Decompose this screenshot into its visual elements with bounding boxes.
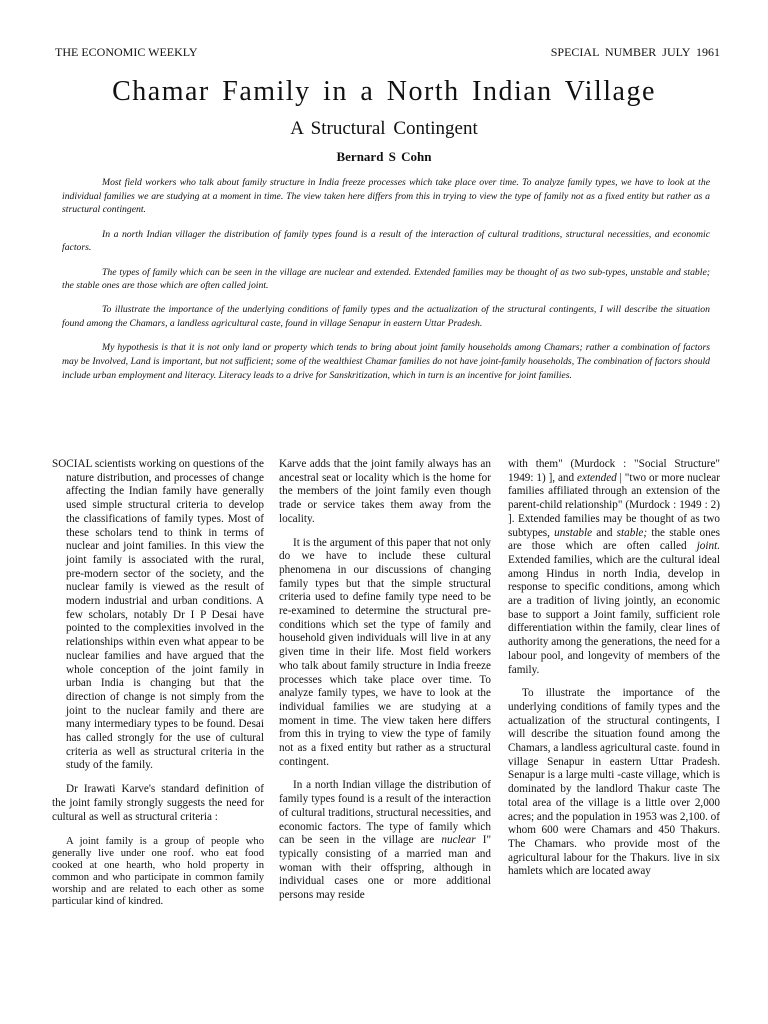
body-column-2: [279, 458, 491, 913]
italic-term: nuclear: [441, 834, 476, 847]
article-author: Bernard S Cohn: [336, 149, 432, 164]
body-column-1: [52, 458, 264, 918]
italic-term: extended: [577, 471, 617, 484]
text-run: I" typically consisting of a married man and woman with their offspring, although in individual cases one or more additional persons may reside: [279, 834, 492, 902]
body-paragraph: SOCIAL scientists working on questions of the nature distribution, and processes of change affecting the Indian family have generally used simple structural criteria to develop the classifications of family types. Most of these scholars tend to think in terms of nuclear and joint families. In this view the joint family is associated with the rural, pre-modern sector of the society, and the nuclear family is viewed as the result of modern industrial and urban conditions. A few scholars, notably Dr I P Desai have pointed to the complexities involved in the relationships within even what appear to be nuclear families and have argued that the whole conception of the joint family in urban India is changing but that the direction of change is not simply from the joint to the nuclear family and there are many intermediary types to be found. Desai has called strongly for the use of cultural criteria as well as structural criteria in the study of the family.: [52, 458, 264, 772]
body-paragraph: It is the argument of this paper that not only do we have to include these cultural phenomena in our discussions of changing family types but that the simple structural criteria used to define family type need to be re-examined to determine the structural pre-conditions which set the type of family and household given individuals will live in at any given time in their life. Most field workers who talk about family structure in India freeze processes which take place over time. To analyze family types, we have to look at the individual families we are studying at a moment in time. The view taken here differs from this in trying to view the type of family not as a fixed entity but rather as a structural contingent.: [279, 536, 491, 768]
abstract-paragraph: My hypothesis is that it is not only land or property which tends to bring about joint family households among Chamars; rather a combination of factors may be Involved, Land is important, but not sufficient; some of the wealthiest Chamar families do not have joint-family households, The combination of factors should include urban employment and literacy. Literacy leads to a drive for Sanskritization, which in turn is an incentive for joint families.: [62, 342, 710, 381]
issue-label: SPECIAL NUMBER JULY 1961: [550, 45, 720, 59]
text-run: In a north Indian village the distribution of family types found is a result of the interaction of cultural traditions, structural necessities, and economic factors. The type of family which can be seen in the village are: [279, 779, 491, 847]
journal-name: THE ECONOMIC WEEKLY: [55, 45, 198, 59]
article-title: Chamar Family in a North Indian Village: [112, 76, 656, 107]
text-run: Extended families, which are the cultural ideal among Hindus in north India, develop in response to specific conditions, among which are a tradition of living jointly, an economic base to support a Joint family, sufficient role differentiation within the family, clear lines of authority among the generations, the need for a labour pool, and longevity of members of the family.: [508, 553, 720, 676]
body-paragraph: [279, 779, 491, 902]
italic-term: joint.: [696, 540, 720, 553]
abstract-paragraph: Most field workers who talk about family structure in India freeze processes which take place over time. To analyze family types, we have to look at the individual families we are studying at a moment in time. The view taken here differs from this in trying to view the type of family not as a fixed entity but rather as a structural contingent.: [62, 177, 710, 216]
italic-term: stable;: [616, 526, 648, 539]
abstract-paragraph: The types of family which can be seen in the village are nuclear and extended. Extended families may be thought of as two sub-types, unstable and stable; the stable ones are those which are often called joint.: [62, 266, 710, 292]
text-run: the stable ones are those which are often called: [508, 526, 721, 553]
italic-term: unstable: [554, 526, 593, 539]
body-paragraph: To illustrate the importance of the underlying conditions of family types and the actualization of the structural contingents, I will describe the situation found among the Chamars, a landless agricultural caste. found in village Senapur in eastern Uttar Pradesh. Senapur is a large multi -caste village, which is dominated by the landlord Thakur caste The total area of the village is a little over 2,000 acres; and the population in 1953 was 2,100. of whom 600 were Chamars and 450 Thakurs. The Chamars. who provide most of the agricultural labour for the Thakurs. live in six hamlets which are located away: [508, 687, 720, 878]
article-subtitle: A Structural Contingent: [290, 118, 478, 139]
body-column-3: [508, 458, 720, 889]
text-run: and: [592, 526, 617, 539]
abstract-paragraph: In a north Indian villager the distribution of family types found is a result of the interaction of cultural traditions, structural necessities, and economic factors.: [62, 228, 710, 254]
abstract-paragraph: To illustrate the importance of the underlying conditions of family types and the actualization of the structural contingents, I will describe the situation found among the Chamars, a landless agricultural caste, found in village Senapur in eastern Uttar Pradesh.: [62, 304, 710, 330]
body-paragraph: Dr Irawati Karve's standard definition of the joint family strongly suggests the need for cultural as well as structural criteria :: [52, 783, 264, 823]
body-paragraph: [508, 458, 720, 677]
block-quote: A joint family is a group of people who generally live under one roof. who eat food cooked at one hearth, who hold property in common and who participate in common family worship and are related to each other as some particular kind of kindred.: [52, 836, 264, 907]
text-run: with them" (Murdock : "Social Structure" 1949: 1) ], and: [508, 458, 720, 484]
body-paragraph: Karve adds that the joint family always has an ancestral seat or locality which is the home for the members of the joint family even though trade or service takes them away from the locality.: [279, 458, 491, 525]
text-run: | "two or more nuclear families affiliated through an extension of the parent-child relationship" (Murdock : 1949 : 2) ]. Extended families may be thought of as two subtypes,: [508, 471, 721, 539]
abstract: [62, 176, 710, 393]
